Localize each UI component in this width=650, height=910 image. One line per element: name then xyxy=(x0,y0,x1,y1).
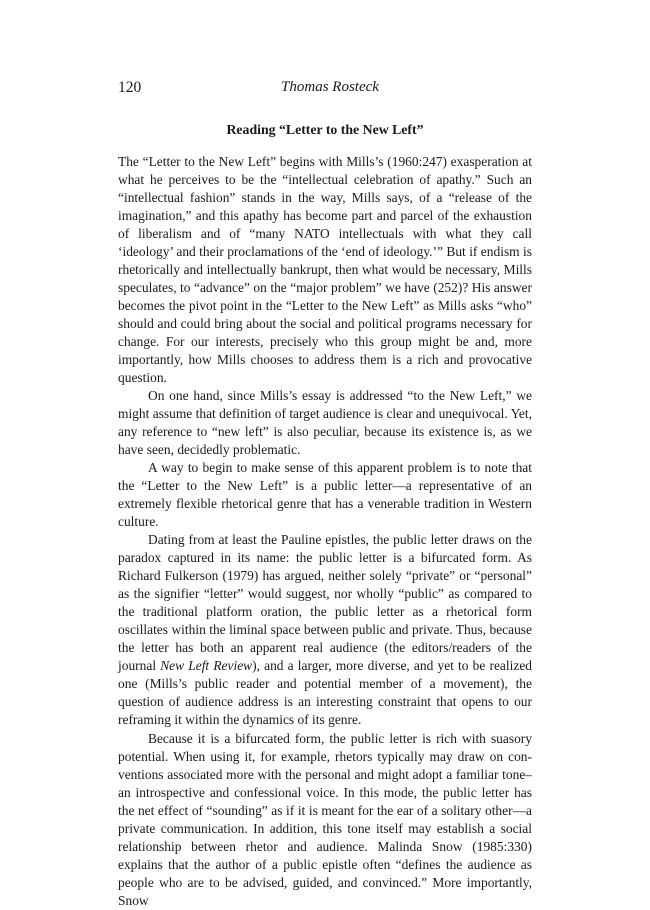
paragraph-text: ), and a larger, more diverse, and yet to be realized one (Mills’s public reader and potential member of a movement), the question of audience address is an interesting constraint that opens to our reframing it within the dynamics of its genre. xyxy=(118,658,533,728)
paragraph-text: Dating from at least the Pauline epistles, the public letter draws on the paradox captured in its name: the public letter is a bifurcated form. As Richard Fulkerson (1979) has argued, neither solely “private” or “personal” as the signifier “letter” would suggest, nor wholly “public” as compared to the traditional platform oration, the public letter as a rhetorical form oscillates within the liminal space between public and private. Thus, because the letter has both an apparent real audience (the editors/readers of the journal xyxy=(118,532,532,674)
running-header xyxy=(118,79,532,101)
paragraph: On one hand, since Mills’s essay is addressed “to the New Left,” we might assume that definition of target audience is clear and unequivocal. Yet, any reference to “new left” is also peculiar, because its existence is, as we have seen, decidedly problematic. xyxy=(118,388,532,458)
running-title: Thomas Rosteck xyxy=(281,79,379,95)
paragraph: Because it is a bifurcated form, the public letter is rich with suasory potential. When using it, for example, rhetors typically may draw on conventions associated more with the personal and might adopt a familiar tone–an introspective and confessional voice. In this mode, the public letter has the net effect of “sounding” as if it is meant for the ear of a solitary other—a private communication. In addition, this tone itself may establish a social relationship between rhetor and audience. Malinda Snow (1985:330) explains that the author of a public epistle often “defines the audience as people who are to be advised, guided, and convinced.” More importantly, Snow xyxy=(118,730,532,908)
journal-title: New Left Review xyxy=(160,658,253,674)
paragraph: The “Letter to the New Left” begins with Mills’s (1960:247) exasperation at what he perceives to be the “intellectual celebration of apathy.” Such an “intellectual fashion” stands in the way, Mills says, of a “release of the imagination,” and this apathy has become part and parcel of the exhaustion of liberalism and of “many NATO intellectuals with what they call ‘ideology’ and their proclamations of the ‘end of ideology.’” But if endism is rhetorically and intellectually bankrupt, then what would be necessary, Mills speculates, to “advance” on the “major problem” we have (252)? His answer becomes the pivot point in the “Letter to the New Left” as Mills asks “who” should and could bring about the social and political programs necessary for change. For our interests, precisely who this group might be and, more importantly, how Mills chooses to address them is a rich and provocative question. xyxy=(118,154,532,386)
paragraph xyxy=(118,531,532,729)
paragraph: A way to begin to make sense of this apparent problem is to note that the “Letter to the New Left” is a public letter—a representative of an extremely flexible rhetorical genre that has a venerable tradition in Western culture. xyxy=(118,460,532,530)
page-number: 120 xyxy=(118,79,142,96)
body-text xyxy=(118,153,532,910)
section-title: Reading “Letter to the New Left” xyxy=(226,122,424,137)
